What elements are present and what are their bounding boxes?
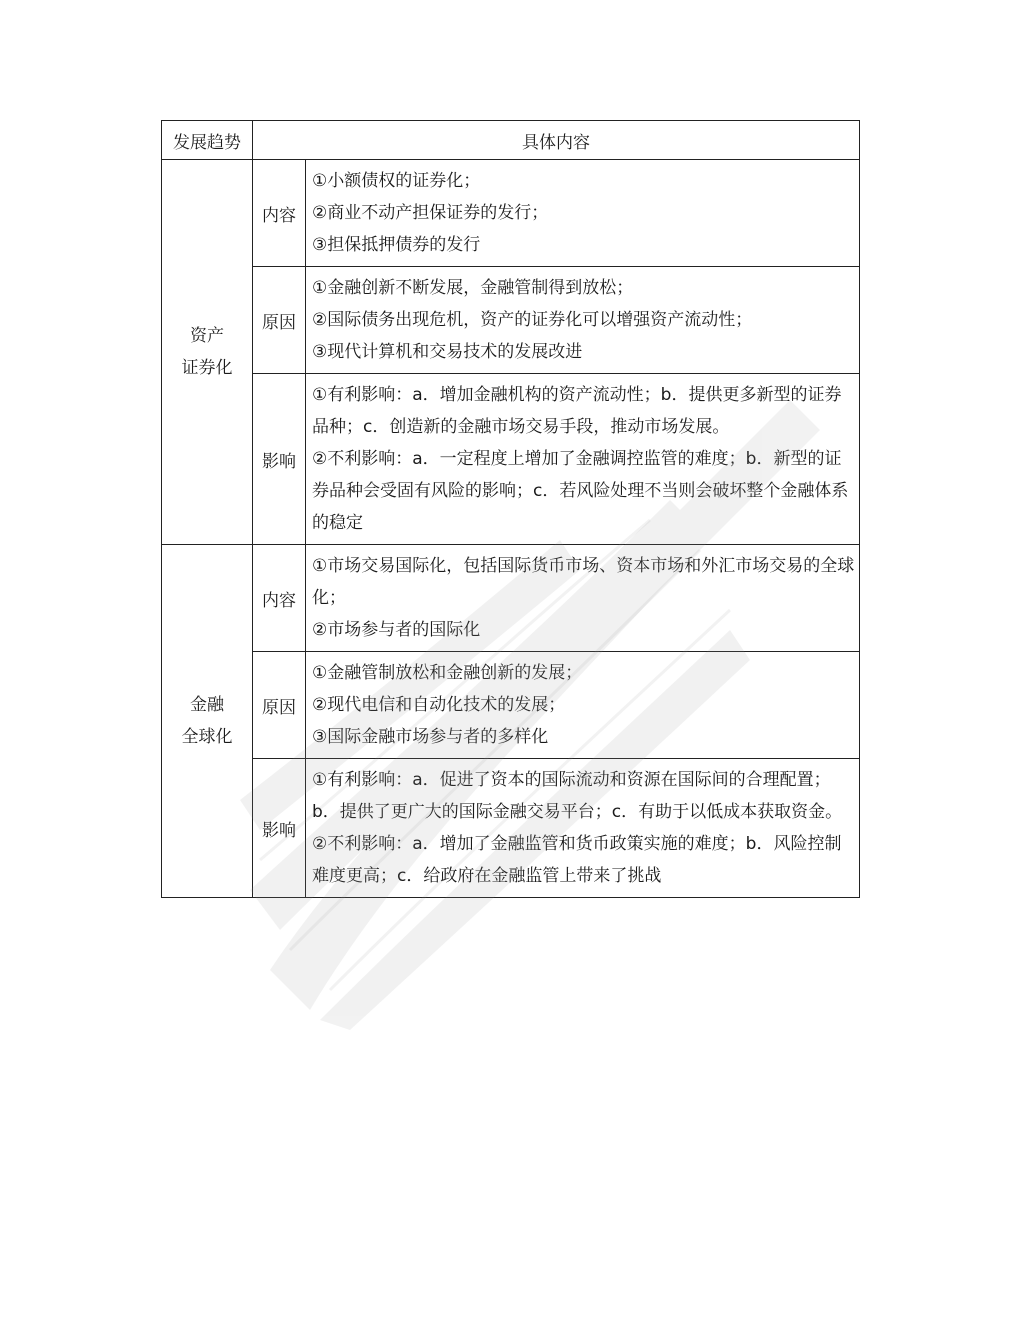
trend-label: 全球化 — [181, 727, 233, 747]
trend-label: 资产 — [190, 326, 224, 346]
detail-line: ③国际金融市场参与者的多样化 — [312, 727, 549, 747]
detail-line: ③现代计算机和交易技术的发展改进 — [312, 342, 583, 362]
detail-cell — [306, 545, 860, 652]
trend-label: 金融 — [190, 695, 224, 715]
trend-label: 证券化 — [181, 358, 233, 378]
detail-cell — [306, 267, 860, 374]
detail-line: ②国际债务出现危机，资产的证券化可以增强资产流动性； — [312, 310, 753, 330]
header-trend: 发展趋势 — [162, 121, 253, 160]
table-row — [162, 267, 860, 374]
detail-line: ②现代电信和自动化技术的发展； — [312, 695, 566, 715]
sub-category-label: 内容 — [253, 545, 306, 652]
detail-cell — [306, 652, 860, 759]
detail-cell — [306, 160, 860, 267]
detail-line: ①有利影响：a．增加金融机构的资产流动性；b．提供更多新型的证券品种；c．创造新的金融市场交易手段，推动市场发展。 — [312, 385, 842, 437]
detail-cell — [306, 759, 860, 898]
header-row — [162, 121, 860, 160]
detail-line: ①小额债权的证券化； — [312, 171, 481, 191]
trend-cell — [162, 160, 253, 545]
sub-category-label: 原因 — [253, 267, 306, 374]
detail-line: ①有利影响：a．促进了资本的国际流动和资源在国际间的合理配置；b．提供了更广大的国际金融交易平台；c．有助于以低成本获取资金。 — [312, 770, 843, 822]
table-row — [162, 759, 860, 898]
detail-line: ③担保抵押债券的发行 — [312, 235, 481, 255]
trend-cell — [162, 545, 253, 898]
table-row — [162, 374, 860, 545]
table-row — [162, 652, 860, 759]
detail-line: ②不利影响：a．增加了金融监管和货币政策实施的难度；b．风险控制难度更高；c．给政府在金融监管上带来了挑战 — [312, 834, 842, 886]
detail-line: ①金融管制放松和金融创新的发展； — [312, 663, 583, 683]
detail-cell — [306, 374, 860, 545]
table-row — [162, 160, 860, 267]
detail-line: ②不利影响：a．一定程度上增加了金融调控监管的难度；b．新型的证券品种会受固有风险的影响；c．若风险处理不当则会破坏整个金融体系的稳定 — [312, 449, 849, 533]
sub-category-label: 影响 — [253, 759, 306, 898]
sub-category-label: 原因 — [253, 652, 306, 759]
table-row — [162, 545, 860, 652]
content-table — [161, 120, 860, 898]
sub-category-label: 内容 — [253, 160, 306, 267]
detail-line: ①金融创新不断发展，金融管制得到放松； — [312, 278, 634, 298]
detail-line: ②商业不动产担保证券的发行； — [312, 203, 549, 223]
detail-line: ②市场参与者的国际化 — [312, 620, 481, 640]
detail-line: ①市场交易国际化，包括国际货币市场、资本市场和外汇市场交易的全球化； — [312, 556, 855, 608]
header-content: 具体内容 — [253, 121, 860, 160]
sub-category-label: 影响 — [253, 374, 306, 545]
